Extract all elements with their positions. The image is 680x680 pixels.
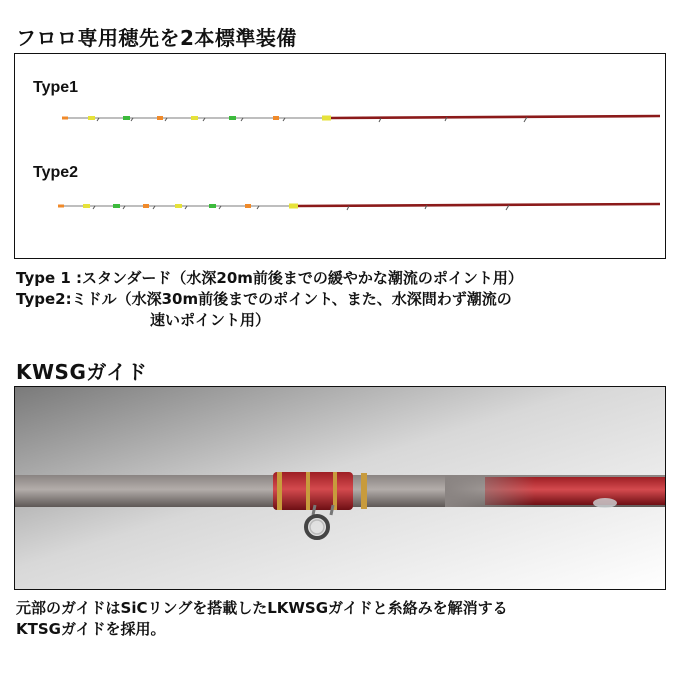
type1-rod	[62, 116, 660, 123]
type1-description: Type 1 :スタンダード（水深20m前後までの緩やかな潮流のポイント用）	[16, 269, 523, 287]
section-title-tips: フロロ専用穂先を2本標準装備	[16, 26, 297, 50]
section-title-guide: KWSGガイド	[16, 360, 148, 384]
tip-comparison-panel	[14, 53, 666, 259]
type2-rod	[58, 204, 660, 211]
tip-types-description	[16, 268, 671, 331]
guide-description-line2: KTSGガイドを採用。	[16, 620, 166, 638]
type1-label: Type1	[33, 79, 79, 96]
guide-closeup-photo	[15, 387, 665, 589]
guide-description-line1: 元部のガイドはSiCリングを搭載したLKWSGガイドと糸絡みを解消する	[16, 599, 508, 617]
guide-photo-panel	[14, 386, 666, 590]
tip-rods-illustration	[15, 54, 665, 258]
type2-description-cont: 速いポイント用）	[150, 311, 271, 329]
type2-description: Type2:ミドル（水深30m前後までのポイント、また、水深問わず潮流の	[16, 290, 512, 308]
type2-label: Type2	[33, 164, 79, 181]
guide-description	[16, 598, 671, 640]
